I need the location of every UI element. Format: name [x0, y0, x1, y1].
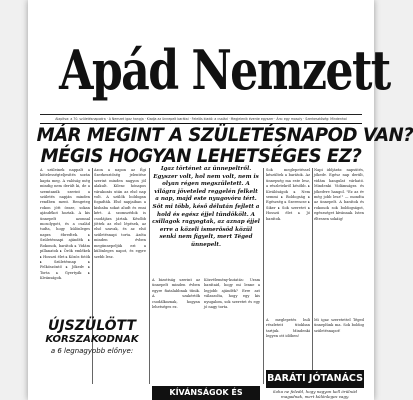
article-column-1: A szüleinek nappalt a kötelességteljesítés során kapta meg. A valóság még mindig nem derült ki, de a szemtanúk szerint a születés napján minden rendben ment. Rengeteg rokon jött össze, sokan ajándékot hoztak. A kis ünnepelt azonnal mosolygott, és a család tudta, hogy különleges napra ébredtek. ▸ Születésnapi ajándék ▸ Rokonok, barátok ▸ Vidám pillanatok ▸ Örök emlékek ▸ Hosszú élet ▸ Közös fotók ▸ Születésnap ▸ Felköszöntő ▸ Jókedv ▸ Torta ▸ Gyertyák ▸ Kívánságok.	[40, 168, 90, 281]
newborn-box-subtitle: KORSZAKODNAK	[45, 334, 139, 345]
article-column-3b: Közvélemény-kutatás: Uram barátaid, hogy mi lenne a legjobb ajándék? Erre azt válaszolta, hogy egy kis nyugalom, sok szeretet és egy jó nagy torta.	[204, 278, 260, 310]
headline-secondary: MÉGIS HOGYAN LEHETSÉGES EZ?	[40, 145, 362, 167]
newborn-box-title: ÚJSZÜLÖTT	[48, 318, 136, 334]
column-divider	[312, 168, 313, 384]
lead-story: Igaz történet az ünnepeltről. Egyszer volt, hol nem volt, nem is olyan régen megszületett. A világra jöveteled reggelén felkelt a nap, majd este nyugovóra tért. Sőt mi több, késő délután fejlett a hold és egész éjjel tündökölt. A csillagok ragyogtak, az aznap éjjel erre a közeli ismerősöd közül senki nem figyelt, mert Téged ünnepelt.	[152, 166, 260, 248]
wishes-banner: KÍVÁNSÁGOK ÉS	[152, 386, 260, 400]
article-column-5: Napi időjárás: napsütés, jókedv. Egész nap derült, vidám hangulat várható. Mindenki Vidámságra és jókedvre hangol. "Ez az év még jobb lesz!" — mondta az ünnepelt. A barátok és rokonok sok boldogságot, egészséget kívánnak. Isten éltessen sokáig!	[314, 168, 364, 221]
masthead: Apád Nemzett	[59, 38, 390, 102]
article-column-3: A bizottság szerint az ünnepelt minden évben egyre fiatalabbnak tűnik. A szakértők csodálkoznak, hogyan lehetséges ez.	[152, 278, 200, 310]
newspaper-page	[28, 0, 413, 400]
advice-text: Soha ne feledd, hogy nagyon kell örülnöd magadnak, mert különleges vagy.	[272, 389, 358, 399]
newborn-box-caption: a 6 legnagyobb előnye:	[50, 347, 134, 355]
headline-primary: MÁR MEGINT A SZÜLETÉSNAPOD VAN?	[36, 124, 413, 146]
article-column-5b: Mi igaz szeretettel Téged ünneplünk ma. Sok boldog születésnapot!	[314, 318, 364, 333]
masthead-tagline: Alapítva: a 70. születésnapodra · A Nemzet igaz hangja · Kiadja az ünnepelt barátai · Felelős kiadó: a család · Megjelenik évente egyszer · Ára: egy mosoly · Szerkesztőség: Mindenhol	[55, 117, 347, 121]
column-divider	[149, 168, 150, 384]
newborn-era-box	[40, 318, 144, 400]
article-column-4: Sok meglepetéssel készültek a barátok. Az ünnepség ma este lesz, a részletekről később. ▸ Kiválóságok ▸ Nem semmi ▸ Boldogság ▸ Egészség ▸ Szerencse ▸ Siker ▸ Sok szeretet ▸ Hosszú élet ▸ Jó barátok.	[266, 168, 310, 221]
column-divider	[263, 168, 264, 384]
advice-banner: BARÁTI JÓTANÁCS	[266, 370, 364, 388]
article-column-2: Azon a napon az Égi Szerkesztőség jelentése szerint minden nagyon jól alakult. Kilenc hónapos várakozás után az első nap volt. A szülők boldogan fogadták. Első napjaiban a kisbaba sokat aludt és enni kért. A szomszédok is csodájára jártak. Később jöttek az első lépések, az első szavak, és az első születésnapi torta. Azóta minden évben megünnepeljük ezt a különleges napot, és egyre szebb lesz.	[94, 168, 146, 259]
article-column-4b: A meglepetés buli részleteit titokban tartjuk. Mindenki legyen ott időben!	[266, 318, 310, 339]
